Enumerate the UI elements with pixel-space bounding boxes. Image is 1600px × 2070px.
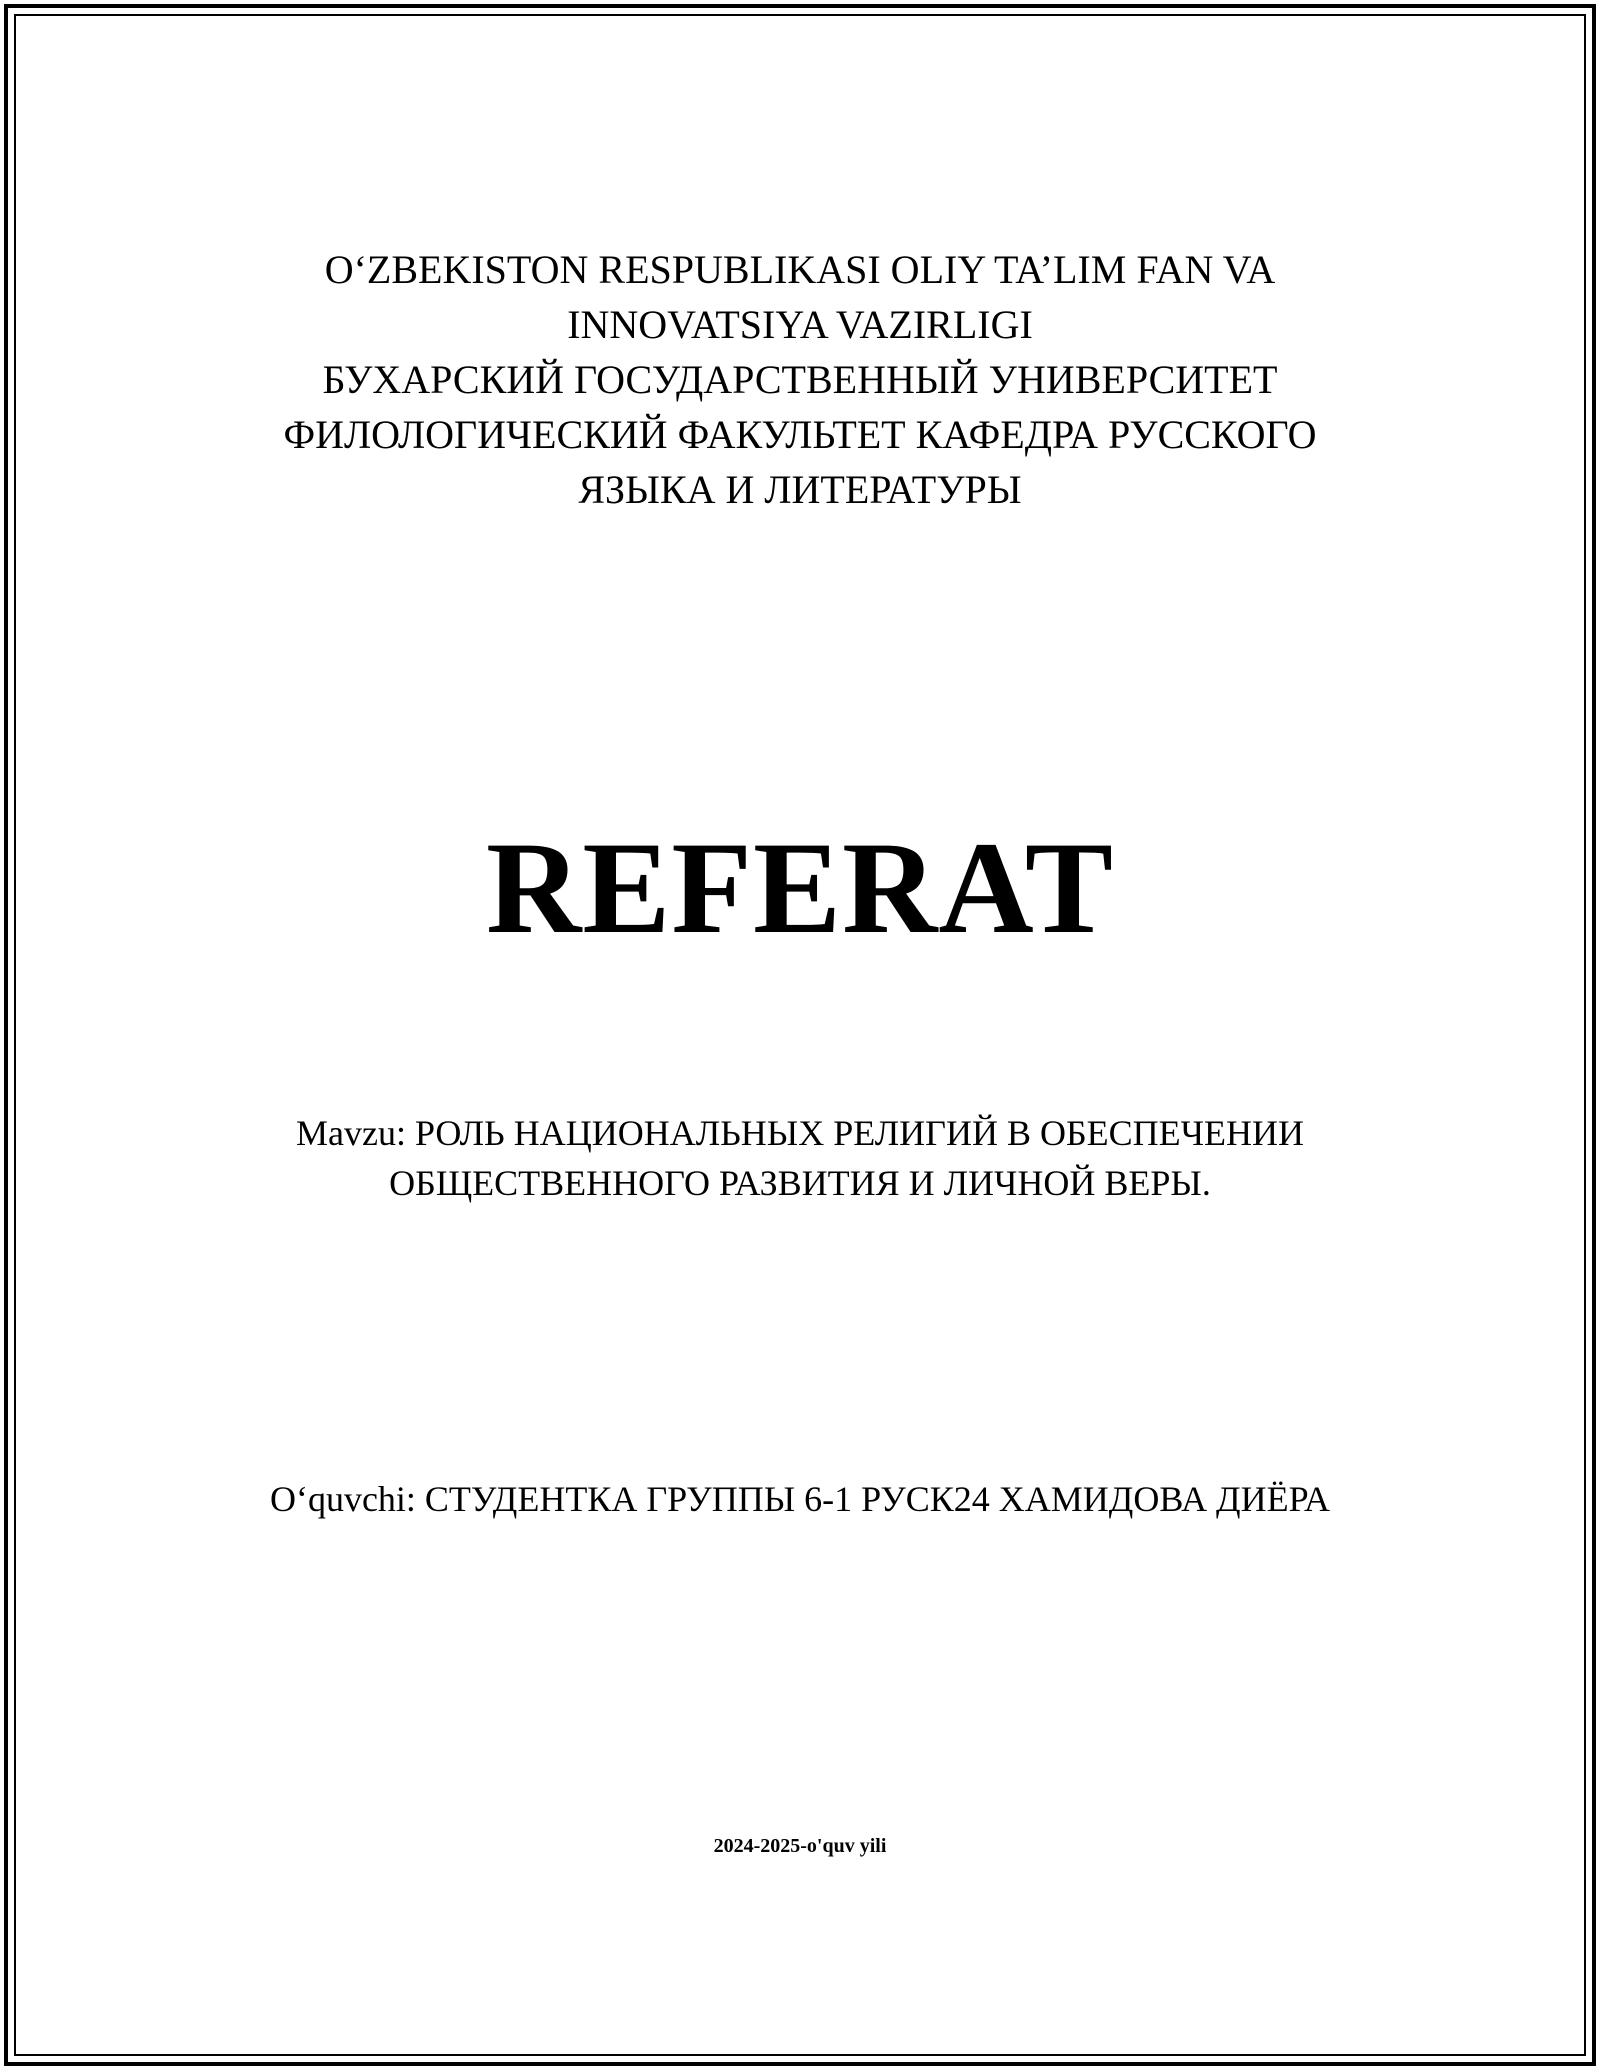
header-line-faculty-2: ЯЗЫКА И ЛИТЕРАТУРЫ [578,467,1022,512]
student-line: O‘quvchi: СТУДЕНТКА ГРУППЫ 6-1 РУСК24 ХАМИДОВА ДИЁРА [269,1479,1331,1519]
header-line-faculty-1: ФИЛОЛОГИЧЕСКИЙ ФАКУЛЬТЕТ КАФЕДРА РУССКОГО [283,412,1317,457]
header-line-ministry-1: O‘ZBEKISTON RESPUBLIKASI OLIY TA’LIM FAN VA [324,247,1276,292]
academic-year: 2024-2025-o'quv yili [713,1835,887,1857]
topic-block [0,1108,1600,1208]
institution-header [0,242,1600,517]
document-title: REFERAT [486,814,1114,961]
topic-line-2: ОБЩЕСТВЕННОГО РАЗВИТИЯ И ЛИЧНОЙ ВЕРЫ. [389,1163,1211,1203]
header-line-university: БУХАРСКИЙ ГОСУДАРСТВЕННЫЙ УНИВЕРСИТЕТ [322,357,1278,402]
header-line-ministry-2: INNOVATSIYA VAZIRLIGI [567,302,1033,347]
topic-line-1: Mavzu: РОЛЬ НАЦИОНАЛЬНЫХ РЕЛИГИЙ В ОБЕСПЕЧЕНИИ [296,1113,1304,1153]
